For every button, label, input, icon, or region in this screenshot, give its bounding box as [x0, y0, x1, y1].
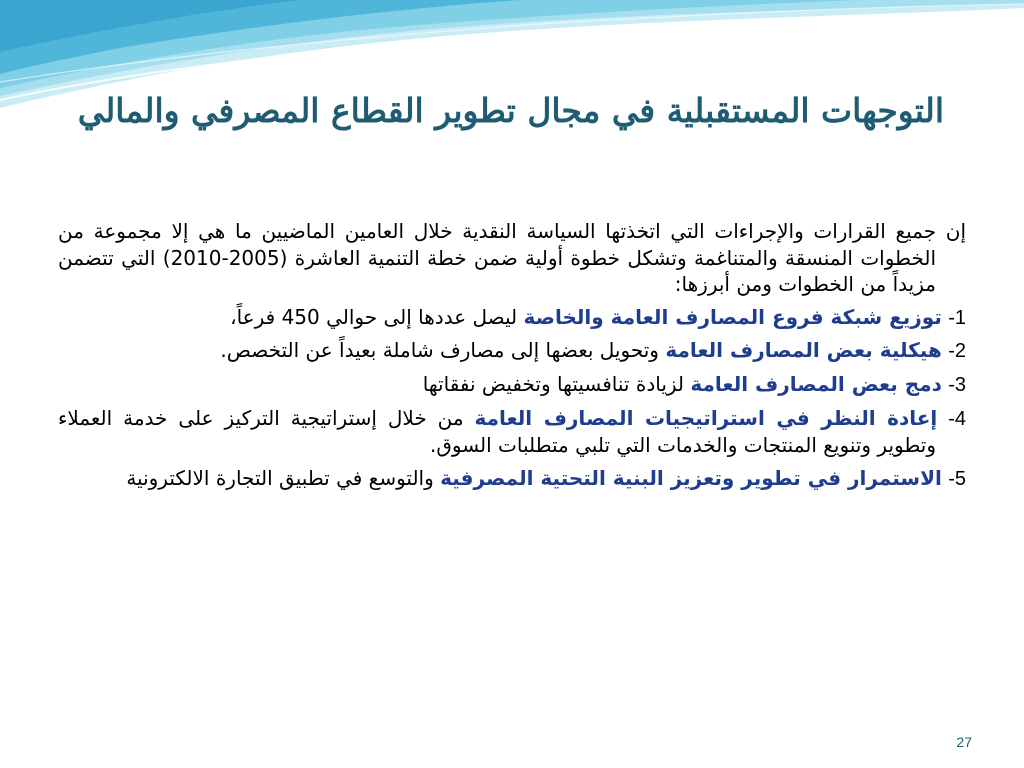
item-text: ليصل عددها إلى حوالي 450 فرعاً،: [230, 304, 524, 329]
slide-body: [58, 218, 966, 498]
item-text: لزيادة تنافسيتها وتخفيض نفقاتها: [422, 371, 691, 396]
item-number: 3-: [948, 373, 966, 396]
page-number: 27: [956, 734, 972, 750]
item-text: من خلال إستراتيجية التركيز على خدمة العملاء وتطوير وتنويع المنتجات والخدمات التي تلبي متطلبات السوق.: [58, 405, 936, 458]
item-highlight: هيكلية بعض المصارف العامة: [665, 338, 942, 363]
list-item-5: [58, 465, 966, 493]
list-item-4: [58, 405, 966, 459]
item-number: 4-: [948, 407, 967, 430]
intro-paragraph: إن جميع القرارات والإجراءات التي اتخذتها السياسة النقدية خلال العامين الماضيين ما هي إلا مجموعة من الخطوات المنسقة والمتناغمة وتشكل خطوة أولية ضمن خطة التنمية العاشرة (2005-2010) التي تتضمن مزيداً من الخطوات ومن أبرزها:: [58, 219, 966, 297]
item-number: 5-: [948, 467, 966, 490]
list-item-2: [58, 337, 966, 365]
list-item-3: [58, 371, 966, 399]
list-item-1: [58, 304, 966, 332]
item-number: 1-: [948, 306, 966, 329]
item-text: وتحويل بعضها إلى مصارف شاملة بعيداً عن التخصص.: [220, 338, 666, 363]
item-number: 2-: [948, 340, 966, 363]
item-highlight: إعادة النظر في استراتيجيات المصارف العامة: [474, 405, 938, 430]
item-highlight: توزيع شبكة فروع المصارف العامة والخاصة: [523, 304, 942, 329]
slide-title: التوجهات المستقبلية في مجال تطوير القطاع المصرفي والمالي: [77, 91, 944, 130]
item-text: والتوسع في تطبيق التجارة الالكترونية: [126, 465, 441, 490]
item-highlight: دمج بعض المصارف العامة: [690, 371, 942, 396]
item-highlight: الاستمرار في تطوير وتعزيز البنية التحتية المصرفية: [440, 465, 942, 490]
